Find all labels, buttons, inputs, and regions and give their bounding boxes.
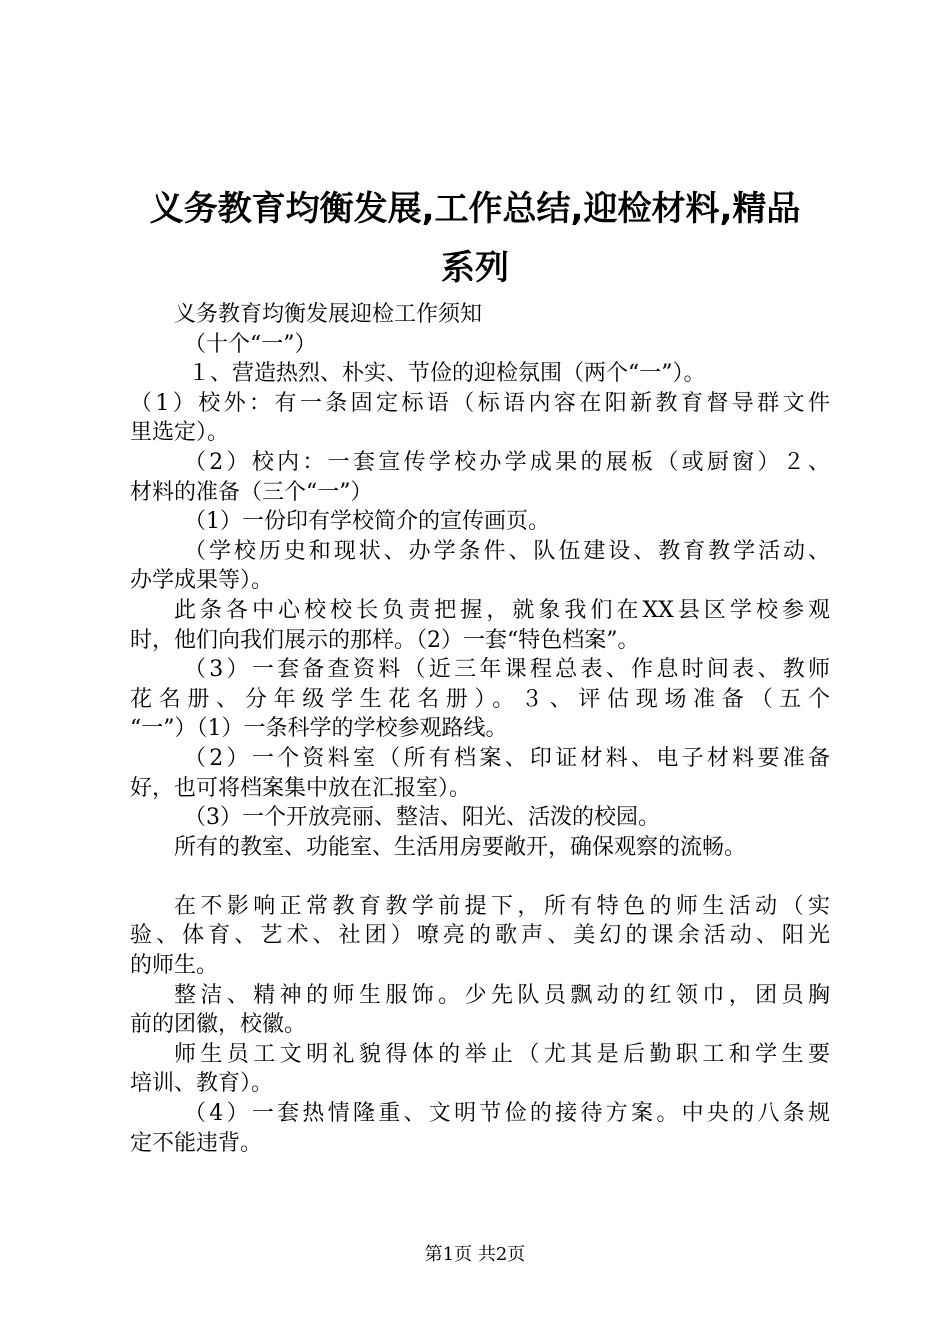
paragraph-line: （3）一套备查资料（近三年课程总表、作息时间表、教师 xyxy=(184,657,830,683)
paragraph-line: 时，他们向我们展示的那样。（2）一套“特色档案”。 xyxy=(130,627,640,653)
blank-line xyxy=(130,862,830,892)
paragraph-line: （1）一份印有学校简介的宣传画页。 xyxy=(184,509,550,535)
paragraph-line: 义务教育均衡发展迎检工作须知 xyxy=(174,302,483,327)
paragraph-line: 好，也可将档案集中放在汇报室）。 xyxy=(130,775,472,801)
paragraph-line: 花名册、分年级学生花名册）。３、评估现场准备（五个 xyxy=(130,686,830,712)
paragraph-line: 此条各中心校校长负责把握，就象我们在XX县区学校参观 xyxy=(174,597,830,623)
page-number-footer: 第1页 共2页 xyxy=(424,1244,526,1265)
paragraph-line: 里选定）。 xyxy=(130,420,230,446)
document-title-line-2: 系列 xyxy=(441,248,509,288)
paragraph-line: （学校历史和现状、办学条件、队伍建设、教育教学活动、 xyxy=(184,538,830,564)
paragraph-line: （十个“一”） xyxy=(184,331,317,357)
paragraph-line: 验、体育、艺术、社团）嘹亮的歌声、美幻的课余活动、阳光 xyxy=(130,923,830,949)
paragraph-line: （2）校内：一套宣传学校办学成果的展板（或厨窗）２、 xyxy=(184,449,830,475)
paragraph-line: 所有的教室、功能室、生活用房要敞开，确保观察的流畅。 xyxy=(174,834,747,860)
paragraph-line: 材料的准备（三个“一”） xyxy=(130,479,373,505)
paragraph-line: 前的团徽，校徽。 xyxy=(130,1012,307,1038)
paragraph-line: 培训、教育）。 xyxy=(130,1071,274,1097)
paragraph-line: 办学成果等）。 xyxy=(130,568,274,594)
paragraph-line: “一”）（1）一条科学的学校参观路线。 xyxy=(130,716,508,742)
paragraph-line: （1）校外：有一条固定标语（标语内容在阳新教育督导群文件 xyxy=(130,390,830,416)
paragraph-line: １、营造热烈、朴实、节俭的迎检氛围（两个“一”）。 xyxy=(188,361,706,387)
paragraph-line: （2）一个资料室（所有档案、印证材料、电子材料要准备 xyxy=(184,745,830,771)
paragraph-line: 整洁、精神的师生服饰。少先队员飘动的红领巾，团员胸 xyxy=(174,982,830,1008)
document-title-line-1: 义务教育均衡发展,工作总结,迎检材料,精品 xyxy=(149,189,801,229)
paragraph-line: 在不影响正常教育教学前提下，所有特色的师生活动（实 xyxy=(174,893,830,919)
paragraph-line: 的师生。 xyxy=(130,953,219,979)
paragraph-line: 师生员工文明礼貌得体的举止（尤其是后勤职工和学生要 xyxy=(174,1041,830,1067)
paragraph-line: （3）一个开放亮丽、整洁、阳光、活泼的校园。 xyxy=(184,805,660,831)
paragraph-line: 定不能违背。 xyxy=(130,1130,263,1156)
document-body xyxy=(130,300,830,1158)
paragraph-line: （4）一套热情隆重、文明节俭的接待方案。中央的八条规 xyxy=(184,1101,830,1127)
